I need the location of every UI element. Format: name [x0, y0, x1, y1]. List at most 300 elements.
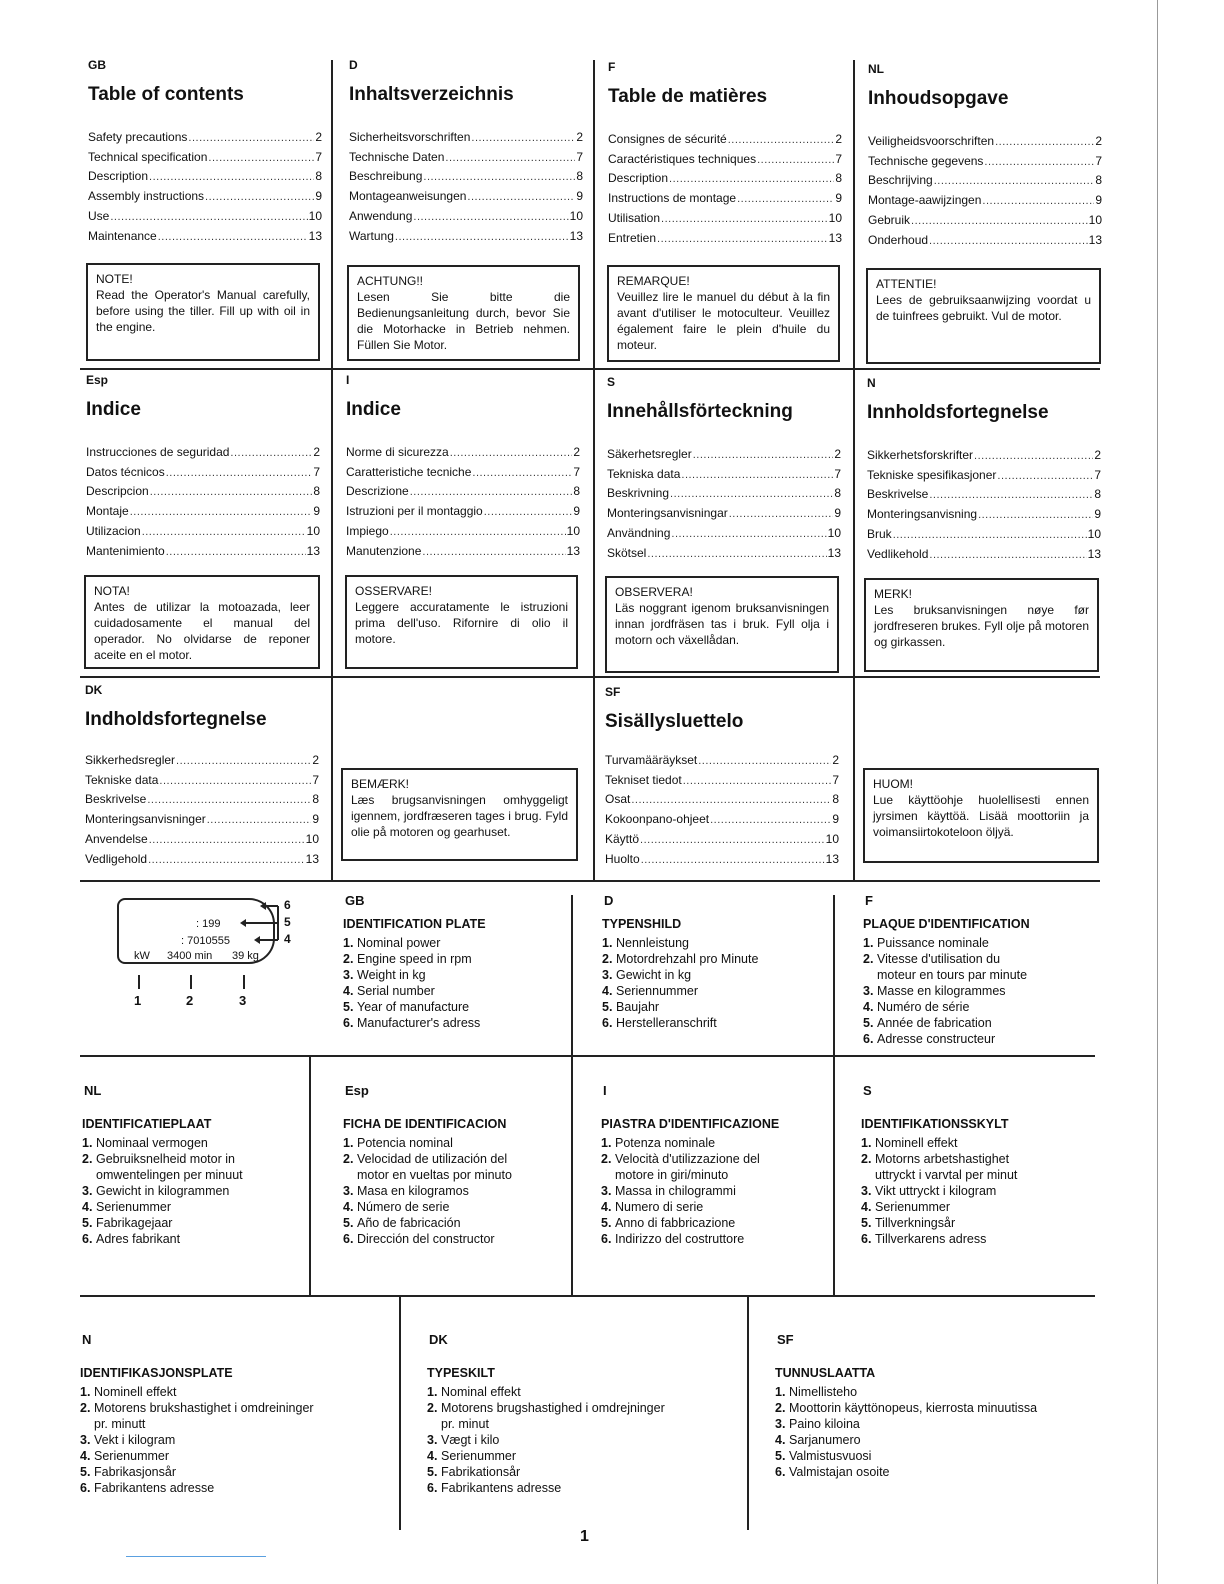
- toc-section: [866, 62, 1102, 250]
- toc-item: [349, 187, 583, 207]
- leader-dots: [205, 187, 314, 207]
- identification-section: [601, 1083, 779, 1247]
- toc-list: [349, 128, 583, 246]
- toc-item-title: Utilizacion: [86, 523, 141, 538]
- toc-item-page: 2: [835, 132, 842, 146]
- toc-item-title: Bruk: [867, 526, 892, 541]
- item-text: Gewicht in kg: [616, 968, 692, 982]
- toc-item: [867, 505, 1101, 525]
- item-text: Vekt i kilogram: [94, 1433, 176, 1447]
- section-heading: Innholdsfortegnelse: [867, 402, 1049, 423]
- item-text: Nominell effekt: [94, 1385, 177, 1399]
- divider: [80, 880, 1100, 882]
- toc-item-page: 13: [566, 543, 580, 558]
- toc-item: [867, 466, 1101, 486]
- identification-item: [82, 1135, 243, 1151]
- item-text: Sarjanumero: [789, 1433, 861, 1447]
- toc-item-page: 13: [1088, 232, 1102, 247]
- toc-item-title: Kokoonpano-ohjeet: [605, 812, 710, 827]
- divider: [593, 60, 595, 880]
- toc-item: [85, 771, 319, 791]
- item-text: Serienummer: [441, 1449, 517, 1463]
- leader-dots: [640, 830, 825, 850]
- note-body: Antes de utilizar la motoazada, leer cuidadosamente el manual del operador. No olvidarse de reponer aceite en el motor.: [94, 600, 310, 662]
- item-text: Motorens brukshastighet i omdreininger pr. minutt: [94, 1401, 314, 1431]
- identification-item: [343, 1199, 512, 1215]
- toc-item-title: Monteringsanvisninger: [85, 812, 206, 827]
- toc-item-title: Skötsel: [607, 545, 647, 560]
- item-number: 1.: [863, 936, 874, 950]
- item-text: Valmistusvuosi: [789, 1449, 872, 1463]
- toc-list: [88, 128, 322, 246]
- item-text: Nominell effekt: [875, 1136, 958, 1150]
- identification-item: [427, 1400, 665, 1432]
- toc-item-page: 2: [573, 445, 580, 459]
- identification-item: [863, 999, 1030, 1015]
- identification-title: PIASTRA D'IDENTIFICAZIONE: [601, 1117, 780, 1131]
- toc-section: [86, 58, 322, 246]
- toc-item-page: 9: [312, 812, 319, 827]
- item-number: 2.: [343, 952, 354, 966]
- leader-dots: [230, 443, 312, 463]
- item-text: Vikt uttryckt i kilogram: [875, 1184, 997, 1198]
- toc-item-title: Entretien: [608, 230, 657, 245]
- item-number: 1.: [601, 1136, 612, 1150]
- note-body: Veuillez lire le manuel du début à la fin avant d'utiliser le motoculteur. Veuillez également faire le plein d'huile du moteur.: [617, 290, 830, 352]
- item-number: 1.: [82, 1136, 93, 1150]
- leader-dots: [207, 810, 312, 830]
- item-number: 1.: [775, 1385, 786, 1399]
- item-number: 3.: [427, 1433, 438, 1447]
- toc-item: [868, 152, 1102, 172]
- identification-item: [343, 967, 486, 983]
- toc-item-page: 9: [1095, 193, 1102, 208]
- toc-item-page: 8: [835, 171, 842, 186]
- item-number: 4.: [343, 984, 354, 998]
- note-body: Læs brugsanvisningen omhyggeligt igennem, jordfræseren tages i brug. Fyld olie på motoren og gearhuset.: [351, 793, 568, 839]
- item-number: 3.: [863, 984, 874, 998]
- toc-item: [605, 751, 839, 771]
- leader-dots: [159, 771, 311, 791]
- identification-item: [82, 1199, 243, 1215]
- identification-item: [80, 1480, 314, 1496]
- leader-dots: [149, 167, 314, 187]
- identification-section: [427, 1332, 665, 1496]
- item-text: Nennleistung: [616, 936, 689, 950]
- language-code: N: [867, 376, 876, 390]
- leader-dots: [670, 484, 833, 504]
- leader-dots: [395, 227, 569, 247]
- identification-item: [427, 1432, 665, 1448]
- identification-item: [863, 983, 1030, 999]
- plate-kw: kW: [134, 950, 150, 962]
- toc-item-title: Montaje: [86, 504, 129, 519]
- plate-label-4: 4: [284, 932, 291, 946]
- toc-item: [608, 229, 842, 249]
- language-code: N: [82, 1332, 92, 1347]
- toc-item-title: Descripcion: [86, 484, 149, 499]
- toc-section: [605, 375, 841, 563]
- toc-section: [603, 685, 839, 869]
- toc-list: [86, 443, 320, 561]
- toc-item: [867, 446, 1101, 466]
- note-box: [84, 575, 320, 669]
- item-number: 3.: [82, 1184, 93, 1198]
- note-title: HUOM!: [873, 777, 913, 791]
- item-number: 3.: [601, 1184, 612, 1198]
- identification-item: [602, 935, 758, 951]
- toc-section: [344, 373, 580, 561]
- toc-item-title: Utilisation: [608, 210, 661, 225]
- item-text: Seriennummer: [616, 984, 698, 998]
- page-edge-line: [1157, 0, 1158, 1584]
- language-code: D: [604, 893, 614, 908]
- section-heading: Sisällysluettelo: [605, 711, 744, 732]
- leader-dots: [208, 148, 314, 168]
- leader-dots: [671, 524, 826, 544]
- item-number: 2.: [861, 1152, 872, 1166]
- toc-list: [85, 751, 319, 869]
- toc-section: [865, 376, 1101, 564]
- toc-item: [86, 482, 320, 502]
- identification-item: [863, 951, 1030, 983]
- identification-item: [861, 1151, 1017, 1183]
- section-heading: Indice: [86, 399, 141, 420]
- identification-item: [775, 1416, 1037, 1432]
- toc-item-title: Gebruik: [868, 212, 911, 227]
- toc-item-title: Use: [88, 208, 110, 223]
- item-number: 5.: [82, 1216, 93, 1230]
- note-title: NOTE!: [96, 272, 133, 286]
- note-box: [863, 768, 1099, 863]
- item-text: Engine speed in rpm: [357, 952, 472, 966]
- item-text: Fabrikagejaar: [96, 1216, 173, 1230]
- note-box: [864, 578, 1099, 672]
- identification-item: [343, 1183, 512, 1199]
- leader-dots: [995, 132, 1094, 152]
- plate-line-2: : 7010555: [181, 935, 230, 947]
- item-text: Velocità d'utilizzazione del motore in giri/minuto: [615, 1152, 760, 1182]
- toc-item-title: Safety precautions: [88, 130, 188, 144]
- language-code: GB: [345, 893, 365, 908]
- item-number: 1.: [343, 936, 354, 950]
- toc-item-title: Anwendung: [349, 208, 413, 223]
- divider: [571, 1055, 573, 1295]
- identification-title: IDENTIFIKATIONSSKYLT: [861, 1117, 1009, 1131]
- toc-item-title: Wartung: [349, 228, 394, 243]
- note-body: Leggere accuratamente le istruzioni prima dell'uso. Rifornire di olio il motore.: [355, 600, 568, 646]
- toc-item-title: Anvendelse: [85, 831, 148, 846]
- section-heading: Indice: [346, 399, 401, 420]
- toc-list: [608, 130, 842, 248]
- note-box: [86, 263, 320, 361]
- toc-item-title: Technische gegevens: [868, 153, 984, 168]
- item-text: Gewicht in kilogrammen: [96, 1184, 230, 1198]
- item-number: 2.: [601, 1152, 612, 1166]
- identification-title: TYPENSHILD: [602, 917, 682, 931]
- toc-item: [607, 465, 841, 485]
- divider: [853, 60, 855, 880]
- identification-list: [602, 935, 758, 1031]
- plate-tick: [243, 975, 245, 989]
- leader-dots: [641, 850, 825, 870]
- identification-list: [863, 935, 1030, 1047]
- toc-item: [607, 544, 841, 564]
- toc-item-title: Turvamääräykset: [605, 753, 698, 767]
- plate-label-5: 5: [284, 915, 291, 929]
- section-heading: Table of contents: [88, 84, 244, 105]
- item-number: 2.: [82, 1152, 93, 1166]
- item-text: Serienummer: [96, 1200, 172, 1214]
- language-code: D: [349, 58, 358, 72]
- toc-item-title: Montageanweisungen: [349, 189, 467, 204]
- toc-item: [607, 484, 841, 504]
- divider: [833, 1055, 835, 1295]
- identification-item: [775, 1432, 1037, 1448]
- toc-item-title: Manutenzione: [346, 543, 422, 558]
- leader-dots: [893, 525, 1087, 545]
- decorative-line: [126, 1556, 266, 1557]
- plate-tick: [190, 975, 192, 989]
- identification-section: [80, 1332, 314, 1496]
- toc-item: [868, 132, 1102, 152]
- leader-dots: [472, 463, 572, 483]
- leader-dots: [147, 790, 311, 810]
- item-text: Nominal effekt: [441, 1385, 521, 1399]
- leader-dots: [681, 465, 833, 485]
- identification-section: [602, 893, 758, 1031]
- identification-title: TYPESKILT: [427, 1366, 495, 1380]
- toc-item-page: 8: [315, 169, 322, 184]
- note-title: NOTA!: [94, 584, 130, 598]
- note-body: Read the Operator's Manual carefully, before using the tiller. Fill up with oil in the engine.: [96, 288, 310, 334]
- toc-item-page: 2: [1095, 134, 1102, 148]
- toc-item-title: Veiligheidsvoorschriften: [868, 134, 995, 148]
- item-number: 4.: [601, 1200, 612, 1214]
- identification-item: [80, 1464, 314, 1480]
- item-number: 3.: [343, 968, 354, 982]
- item-number: 2.: [427, 1401, 438, 1415]
- leader-dots: [669, 169, 834, 189]
- item-number: 1.: [861, 1136, 872, 1150]
- toc-item-page: 10: [1087, 526, 1101, 541]
- toc-item-page: 13: [827, 545, 841, 560]
- toc-item-title: Maintenance: [88, 228, 157, 243]
- leader-dots: [110, 207, 307, 227]
- toc-item-page: 9: [313, 504, 320, 519]
- item-text: Serial number: [357, 984, 435, 998]
- item-number: 5.: [861, 1216, 872, 1230]
- language-code: DK: [85, 683, 103, 697]
- item-text: Nominaal vermogen: [96, 1136, 208, 1150]
- item-text: Year of manufacture: [357, 1000, 470, 1014]
- identification-item: [602, 983, 758, 999]
- note-body: Les bruksanvisningen nøye før jordfreseren brukes. Fyll olje på motoren og girkassen.: [874, 603, 1089, 649]
- toc-item-page: 2: [832, 753, 839, 767]
- identification-list: [343, 1135, 512, 1247]
- item-number: 2.: [775, 1401, 786, 1415]
- item-text: Masse en kilogrammes: [877, 984, 1006, 998]
- divider: [80, 1295, 1095, 1297]
- leader-dots: [911, 211, 1088, 231]
- toc-item-title: Sikkerhetsforskrifter: [867, 448, 974, 462]
- note-title: ACHTUNG!!: [357, 274, 423, 288]
- toc-item-page: 7: [1095, 153, 1102, 168]
- toc-item-title: Beskrivning: [607, 486, 670, 501]
- plate-label-1: 1: [134, 993, 142, 1008]
- toc-item-title: Beskrivelse: [85, 792, 147, 807]
- item-text: Fabrikationsår: [441, 1465, 521, 1479]
- leader-dots: [978, 505, 1093, 525]
- identification-item: [343, 935, 486, 951]
- toc-item: [349, 207, 583, 227]
- leader-dots: [631, 790, 831, 810]
- item-number: 6.: [343, 1016, 354, 1030]
- language-code: S: [863, 1083, 872, 1098]
- identification-item: [427, 1448, 665, 1464]
- identification-item: [863, 935, 1030, 951]
- identification-title: TUNNUSLAATTA: [775, 1366, 876, 1380]
- toc-item-page: 8: [576, 169, 583, 184]
- toc-item-page: 7: [312, 772, 319, 787]
- identification-item: [343, 1215, 512, 1231]
- toc-item: [346, 482, 580, 502]
- identification-item: [80, 1384, 314, 1400]
- toc-item: [88, 187, 322, 207]
- plate-tick: [138, 975, 140, 989]
- divider: [309, 1055, 311, 1295]
- toc-item-title: Tekniske data: [85, 772, 159, 787]
- item-number: 6.: [863, 1032, 874, 1046]
- toc-item-title: Monteringsanvisningar: [607, 506, 728, 521]
- plate-kg: 39 kg: [232, 950, 259, 962]
- item-number: 6.: [601, 1232, 612, 1246]
- toc-list: [346, 443, 580, 561]
- toc-item-page: 7: [576, 149, 583, 164]
- leader-dots: [130, 502, 313, 522]
- toc-list: [868, 132, 1102, 250]
- leader-dots: [450, 443, 573, 463]
- note-title: BEMÆRK!: [351, 777, 410, 791]
- toc-item: [608, 169, 842, 189]
- item-number: 1.: [602, 936, 613, 950]
- toc-item-page: 13: [825, 851, 839, 866]
- toc-item-title: Tekniske spesifikasjoner: [867, 467, 997, 482]
- toc-item-page: 10: [828, 210, 842, 225]
- note-box: [866, 268, 1101, 364]
- item-text: Velocidad de utilización del motor en vueltas por minuto: [357, 1152, 512, 1182]
- identification-section: [82, 1083, 243, 1247]
- identification-list: [80, 1384, 314, 1496]
- toc-item-title: Tekniset tiedot: [605, 772, 682, 787]
- toc-item-page: 2: [1094, 448, 1101, 462]
- toc-item-page: 8: [1095, 173, 1102, 188]
- item-text: Indirizzo del costruttore: [615, 1232, 745, 1246]
- item-text: Herstelleranschrift: [616, 1016, 717, 1030]
- plate-label-3: 3: [239, 993, 247, 1008]
- toc-item-title: Säkerhetsregler: [607, 447, 692, 461]
- item-text: Masa en kilogramos: [357, 1184, 469, 1198]
- toc-item: [868, 231, 1102, 251]
- toc-item-title: Impiego: [346, 523, 389, 538]
- item-number: 5.: [601, 1216, 612, 1230]
- item-number: 5.: [602, 1000, 613, 1014]
- item-number: 4.: [427, 1449, 438, 1463]
- identification-item: [775, 1400, 1037, 1416]
- identification-item: [775, 1448, 1037, 1464]
- leader-dots: [445, 148, 575, 168]
- item-number: 6.: [80, 1481, 91, 1495]
- item-text: Année de fabrication: [877, 1016, 992, 1030]
- toc-item: [86, 502, 320, 522]
- note-body: Lesen Sie bitte die Bedienungsanleitung durch, bevor Sie die Motorhacke in Betrieb nehmen. Füllen Sie Motor.: [357, 290, 570, 352]
- leader-dots: [661, 209, 828, 229]
- identification-item: [601, 1183, 779, 1199]
- toc-item: [605, 810, 839, 830]
- language-code: SF: [777, 1332, 794, 1347]
- toc-item-title: Beschreibung: [349, 169, 423, 184]
- toc-item-page: 10: [1088, 212, 1102, 227]
- toc-item: [346, 542, 580, 562]
- toc-item: [608, 150, 842, 170]
- identification-section: [775, 1332, 1037, 1480]
- toc-item: [85, 850, 319, 870]
- leader-dots: [422, 542, 565, 562]
- toc-item-page: 10: [827, 525, 841, 540]
- item-text: Motorns arbetshastighet uttryckt i varvtal per minut: [875, 1152, 1018, 1182]
- identification-section: [863, 893, 1030, 1047]
- leader-dots: [984, 152, 1094, 172]
- identification-item: [601, 1135, 779, 1151]
- plate-rpm: 3400 min: [167, 950, 213, 962]
- identification-list: [343, 935, 486, 1031]
- toc-item-page: 7: [1094, 467, 1101, 482]
- item-text: Vitesse d'utilisation du moteur en tours par minute: [877, 952, 1028, 982]
- item-number: 3.: [861, 1184, 872, 1198]
- language-code: I: [603, 1083, 607, 1098]
- divider: [80, 368, 1100, 370]
- toc-item-page: 13: [308, 228, 322, 243]
- leader-dots: [149, 830, 305, 850]
- item-number: 5.: [80, 1465, 91, 1479]
- toc-item-title: Användning: [607, 525, 671, 540]
- toc-item-page: 7: [835, 151, 842, 166]
- language-code: Esp: [86, 373, 109, 387]
- item-number: 6.: [82, 1232, 93, 1246]
- item-text: Tillverkarens adress: [875, 1232, 987, 1246]
- item-text: Tillverkningsår: [875, 1216, 956, 1230]
- item-number: 4.: [80, 1449, 91, 1463]
- item-text: Anno di fabbricazione: [615, 1216, 736, 1230]
- item-text: Baujahr: [616, 1000, 660, 1014]
- toc-item-title: Caratteristiche tecniche: [346, 464, 472, 479]
- toc-list: [607, 445, 841, 563]
- toc-item-page: 10: [305, 831, 319, 846]
- item-number: 6.: [861, 1232, 872, 1246]
- leader-dots: [929, 231, 1088, 251]
- plate-line-1: : 199: [196, 918, 221, 930]
- toc-item-page: 9: [832, 812, 839, 827]
- toc-item-title: Norme di sicurezza: [346, 445, 449, 459]
- toc-item-page: 9: [835, 191, 842, 206]
- note-title: ATTENTIE!: [876, 277, 937, 291]
- toc-item-title: Descrizione: [346, 484, 409, 499]
- identification-item: [82, 1151, 243, 1183]
- leader-dots: [934, 171, 1095, 191]
- identification-item: [861, 1199, 1017, 1215]
- item-text: Massa in chilogrammi: [615, 1184, 736, 1198]
- item-number: 4.: [602, 984, 613, 998]
